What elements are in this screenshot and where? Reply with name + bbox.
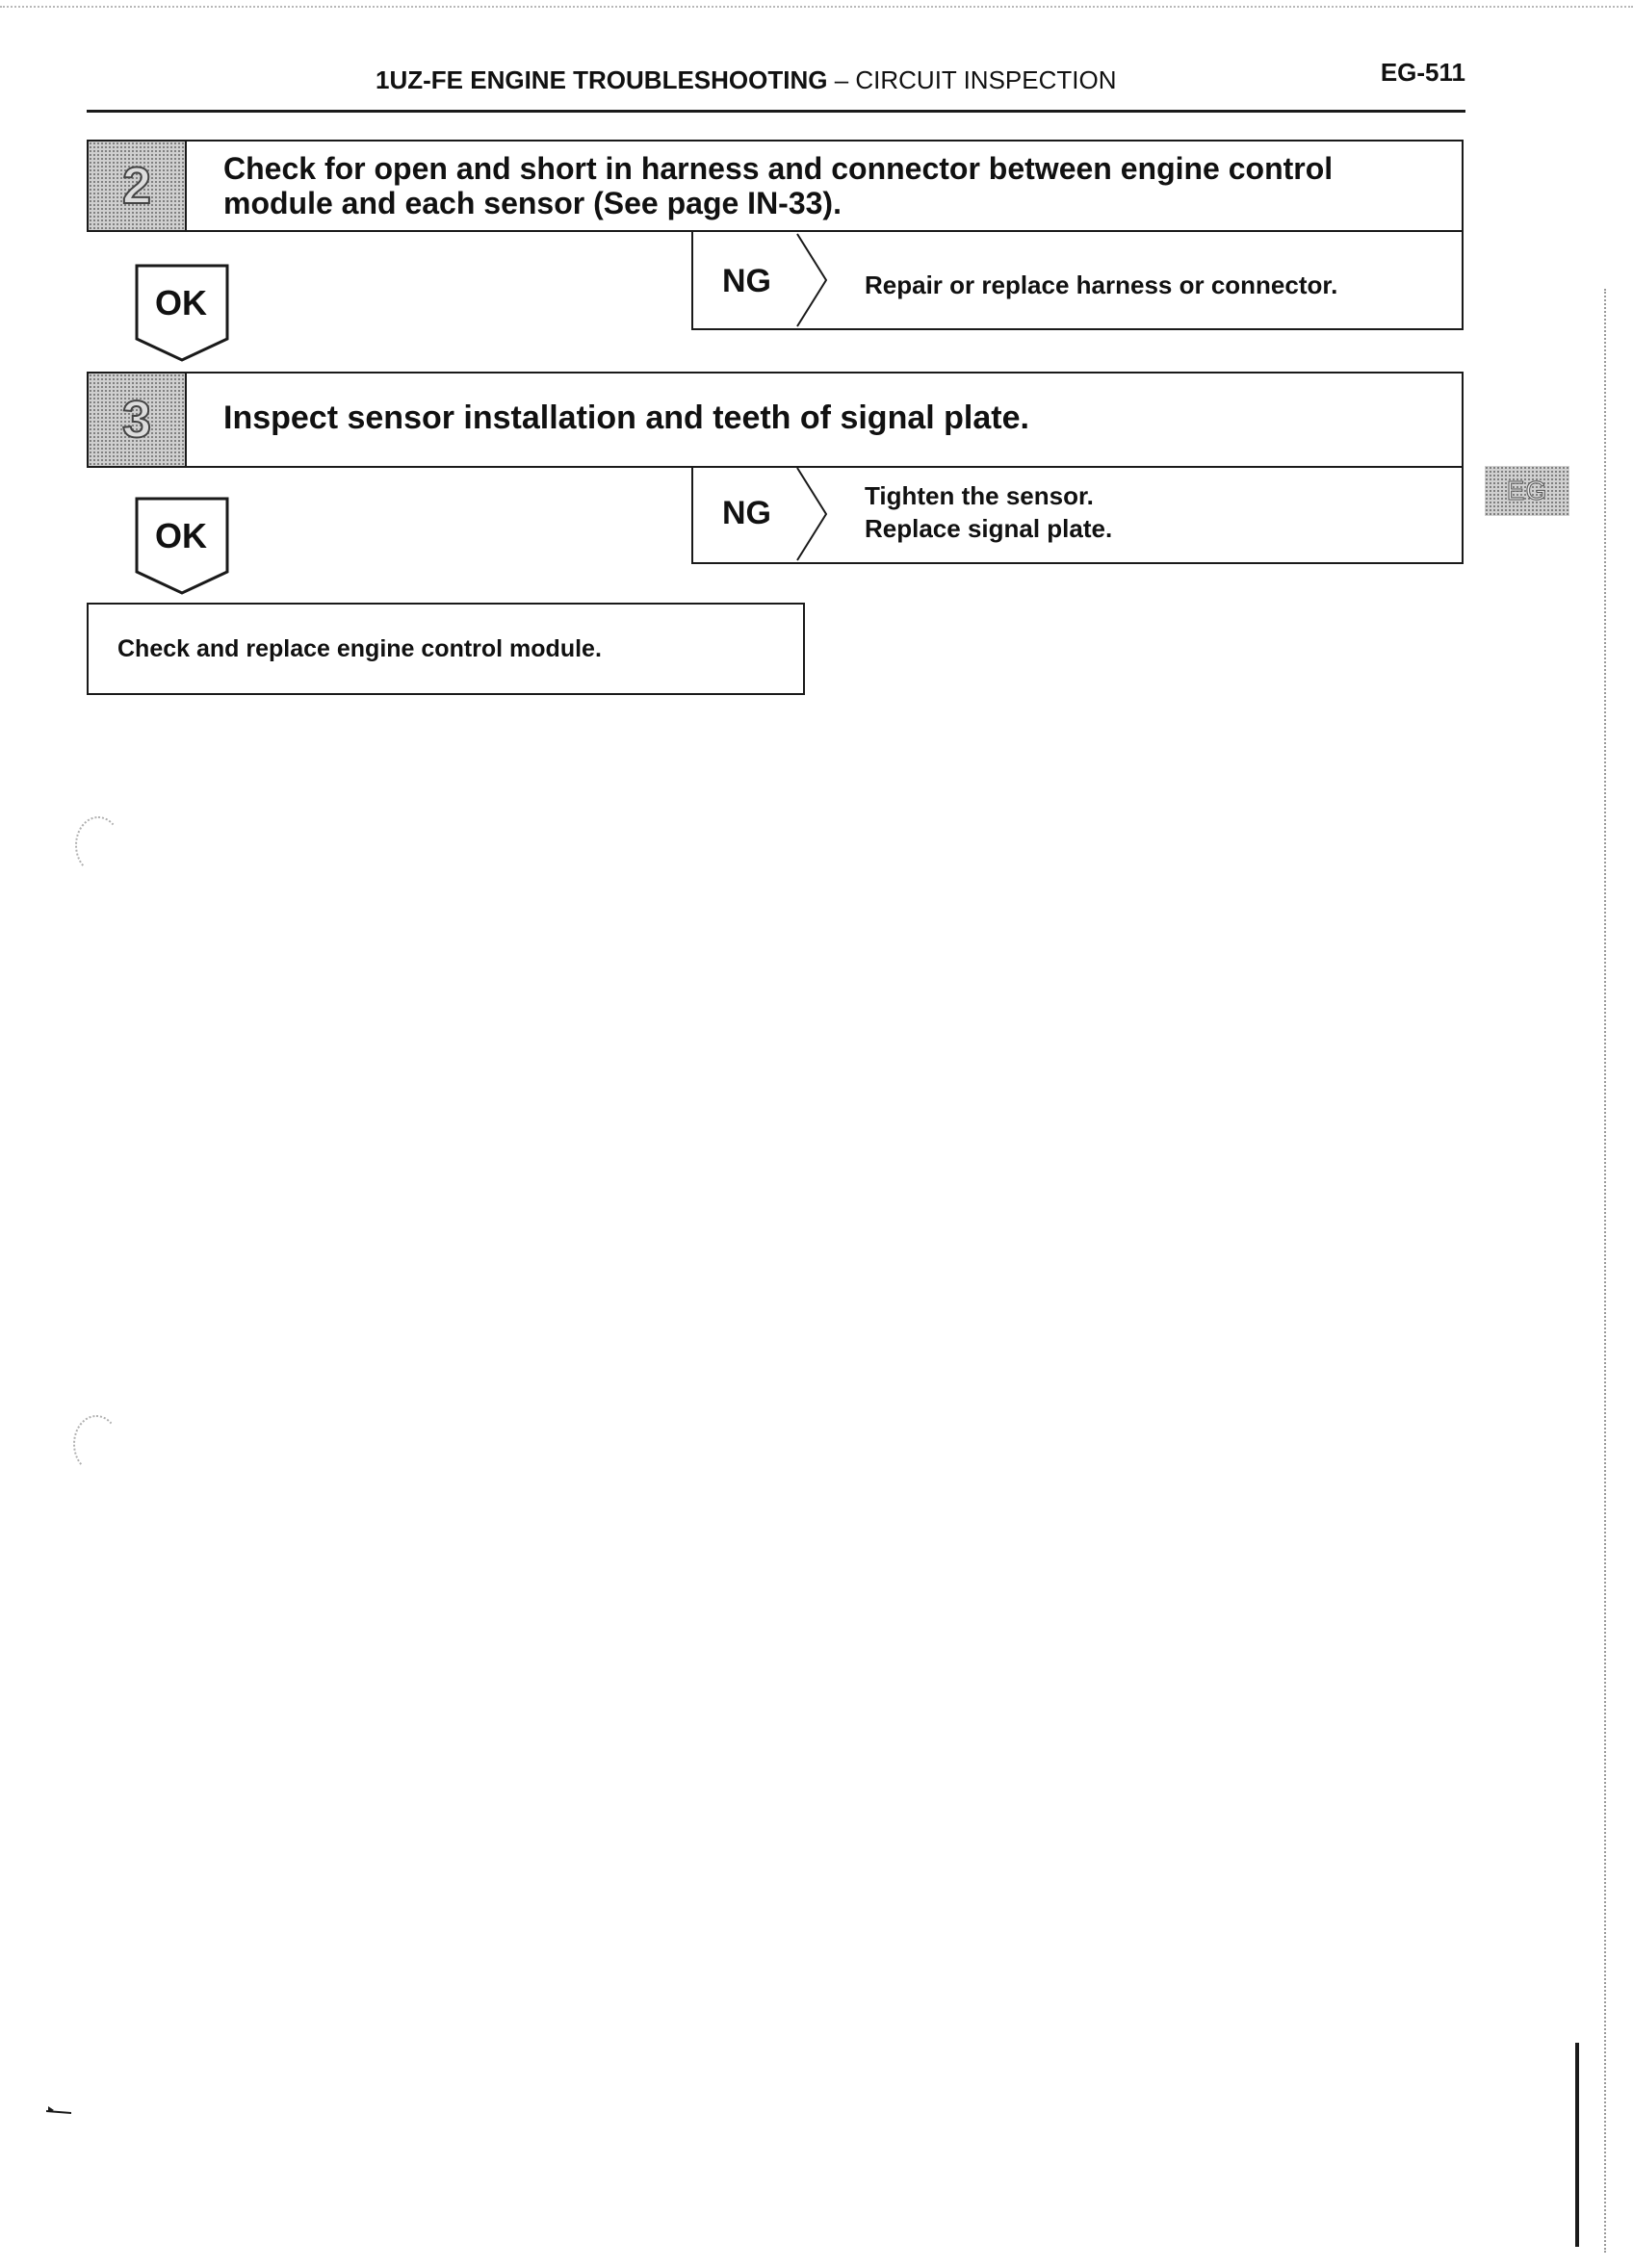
ng-result-box	[691, 466, 1464, 564]
page-title-section: – CIRCUIT INSPECTION	[827, 65, 1117, 94]
page-title	[376, 65, 1300, 95]
chevron-right-icon	[793, 466, 832, 562]
step-instruction: Inspect sensor installation and teeth of signal plate.	[223, 399, 1029, 436]
punch-hole-mark	[75, 816, 121, 874]
step-box-3	[87, 372, 1464, 468]
ok-label: OK	[155, 516, 207, 555]
ng-action-line: Replace signal plate.	[865, 514, 1113, 543]
step-box-2	[87, 140, 1464, 232]
punch-hole-mark	[73, 1415, 119, 1473]
ok-arrow-badge	[133, 495, 233, 597]
scan-edge-right	[1604, 289, 1606, 2253]
ng-label: NG	[722, 495, 771, 531]
final-action-text: Check and replace engine control module.	[117, 635, 602, 662]
section-index-label: EG	[1506, 476, 1548, 505]
step-number-badge	[89, 374, 187, 466]
step-instruction: Check for open and short in harness and connector between engine control module and each sensor (See page IN-33).	[223, 151, 1334, 220]
step-number: 2	[121, 157, 152, 215]
margin-bar-mark	[1575, 2043, 1579, 2247]
ng-label: NG	[722, 263, 771, 299]
step-number-badge	[89, 142, 187, 230]
page-header	[87, 56, 1465, 113]
ng-result-box	[691, 232, 1464, 330]
final-action-box	[87, 603, 805, 695]
page-number: EG-511	[1380, 58, 1465, 87]
section-index-tab	[1485, 466, 1569, 516]
step-number: 3	[121, 391, 152, 449]
scan-edge-top	[0, 6, 1633, 8]
page-title-main: 1UZ-FE ENGINE TROUBLESHOOTING	[376, 65, 828, 94]
ng-action-line: Tighten the sensor.	[865, 481, 1094, 510]
chevron-right-icon	[793, 232, 832, 328]
ok-arrow-badge	[133, 262, 233, 364]
ng-action-line: Repair or replace harness or connector.	[865, 271, 1338, 299]
ok-label: OK	[155, 283, 207, 322]
corner-arrow-mark	[46, 2106, 71, 2114]
